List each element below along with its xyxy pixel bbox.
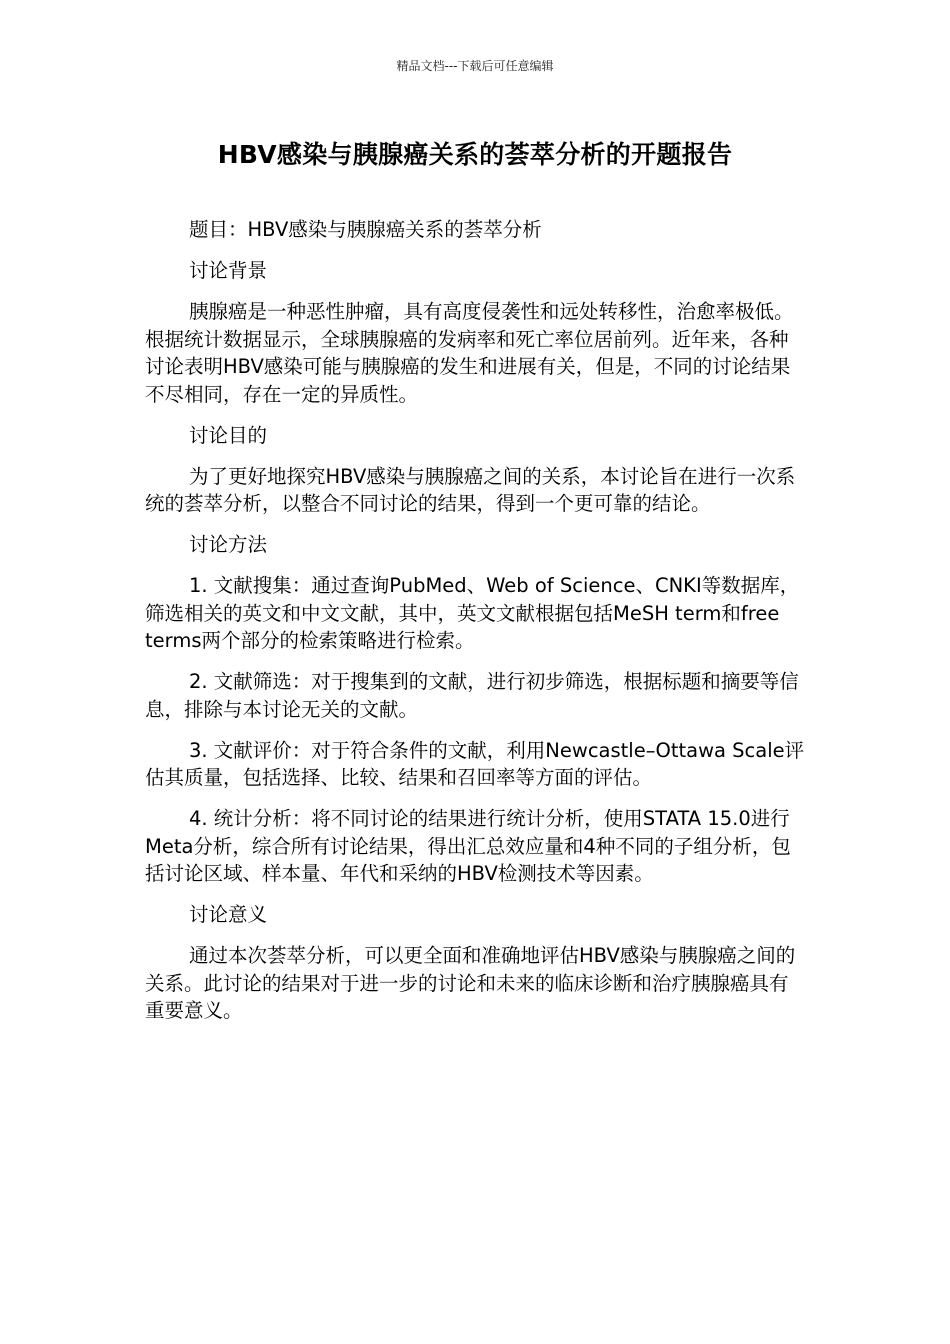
section-heading-significance: 讨论意义 [189,903,268,926]
section-heading-methods: 讨论方法 [189,533,268,556]
document-title: HBV感染与胰腺癌关系的荟萃分析的开题报告 [217,140,733,169]
significance-paragraph: 通过本次荟萃分析，可以更全面和准确地评估HBV感染与胰腺癌之间的关系。此讨论的结果对于进一步的讨论和未来的临床诊断和治疗胰腺癌具有重要意义。 [145,944,796,1022]
section-heading-background: 讨论背景 [189,259,268,282]
section-heading-purpose: 讨论目的 [189,423,268,447]
subject-line: 题目：HBV感染与胰腺癌关系的荟萃分析 [189,218,542,241]
purpose-paragraph: 为了更好地探究HBV感染与胰腺癌之间的关系，本讨论旨在进行一次系统的荟萃分析，以整合不同讨论的结果，得到一个更可靠的结论。 [145,464,796,515]
background-paragraph: 胰腺癌是一种恶性肿瘤，具有高度侵袭性和远处转移性，治愈率极低。根据统计数据显示，全球胰腺癌的发病率和死亡率位居前列。近年来，各种讨论表明HBV感染可能与胰腺癌的发生和进展有关，但是，不同的讨论结果不尽相同，存在一定的异质性。 [145,300,794,406]
page-header: 精品文档---下载后可任意编辑 [396,59,554,73]
method-item-literature-collection: 1. 文献搜集：通过查询PubMed、Web of Science、CNKI等数据库，筛选相关的英文和中文文献，其中，英文文献根据包括MeSH term和free terms两个部分的检索策略进行检索。 [145,574,800,652]
document-body [145,216,807,1038]
method-item-literature-screening: 2. 文献筛选：对于搜集到的文献，进行初步筛选，根据标题和摘要等信息，排除与本讨论无关的文献。 [145,670,799,721]
method-item-literature-evaluation: 3. 文献评价：对于符合条件的文献，利用Newcastle–Ottawa Scale评估其质量，包括选择、比较、结果和召回率等方面的评估。 [145,738,805,789]
method-item-statistical-analysis: 4. 统计分析：将不同讨论的结果进行统计分析，使用STATA 15.0进行Meta分析，综合所有讨论结果，得出汇总效应量和4种不同的子组分析，包括讨论区域、样本量、年代和采纳的HBV检测技术等因素。 [145,807,791,885]
